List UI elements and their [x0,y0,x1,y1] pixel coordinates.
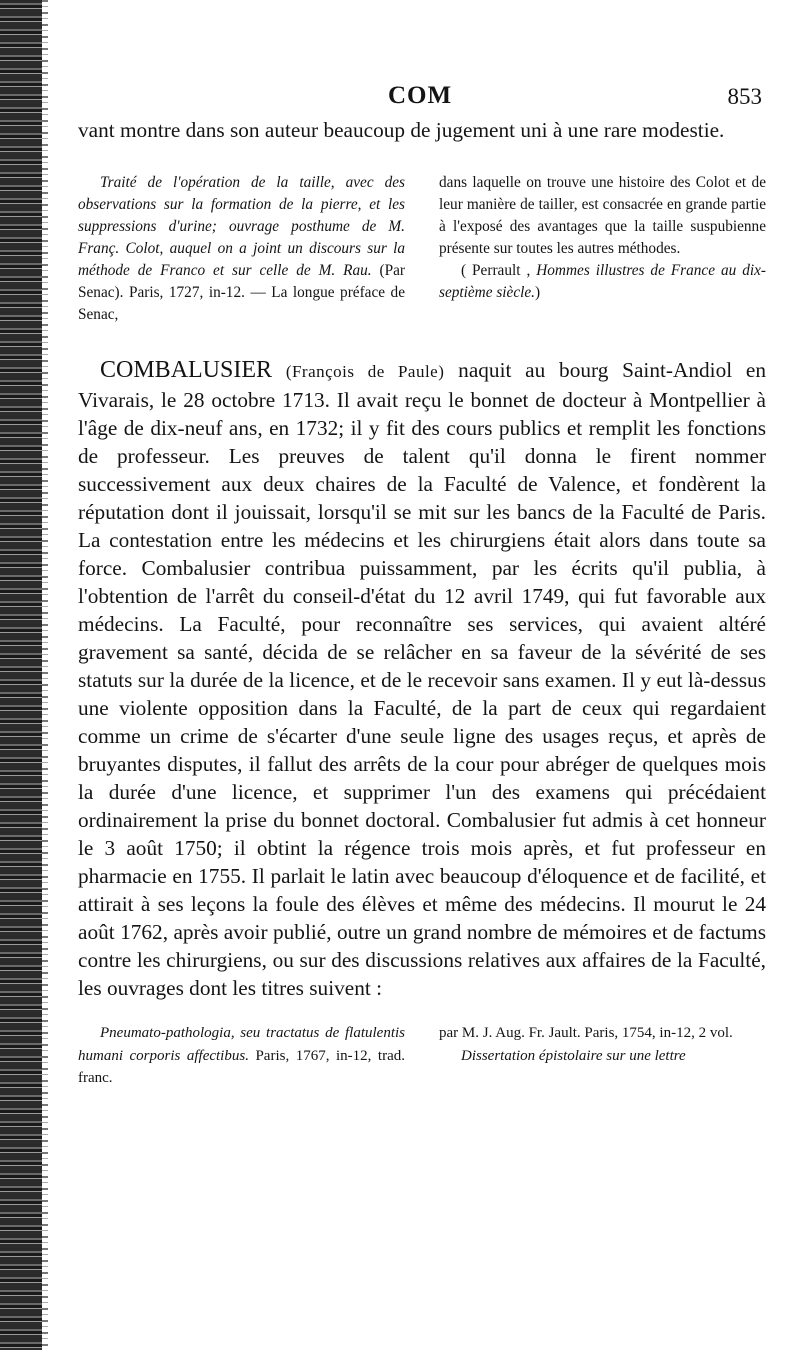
entry-given-names: (François de Paule) [285,362,445,381]
work-title: Traité de l'opération de la taille, avec des observations sur la formation de la pierre, et les suppressions d'urine; ouvrage posthume de M. Franç. Colot, auquel on a joint un discours sur la méthode de Franco et sur celle de M. Rau. [78,174,405,279]
running-header [78,80,766,114]
entry-body: naquit au bourg Saint-Andiol en Vivarais, le 28 octobre 1713. Il avait reçu le bonnet de docteur à Montpellier à l'âge de dix-neuf ans, en 1732; il y fit des cours publics et remplit les fonctions de professeur. Les preuves de talent qu'il donna le firent nommer successivement aux deux chaires de la Faculté de Valence, et fondèrent la réputation dont il jouissait, lorsqu'il se mit sur les bancs de la Faculté de Paris. La contestation entre les médecins et les chirurgiens était alors dans toute sa force. Combalusier contribua puissamment, par les écrits qu'il publia, à l'obtention de l'arrêt du conseil-d'état du 12 avril 1749, qui fut favorable aux médecins. La Faculté, pour reconnaître ses services, qui avaient altéré gravement sa santé, décida de se relâcher en sa faveur de la sévérité de ses statuts sur la durée de la licence, et de le recevoir sans examen. Il y eut là-dessus une violente opposition dans la Faculté, de la part de ceux qui regardaient comme un crime de s'écarter d'une seule ligne des usages reçus, et après de bruyantes disputes, il fallut des arrêts de la cour pour abréger de quelques mois la durée d'une licence, et supprimer l'un des examens qui précédaient ordinairement la prise du bonnet doctoral. Combalusier fut admis à cet honneur le 3 août 1750; il obtint la régence trois mois après, et fut professeur en pharmacie en 1755. Il parlait le latin avec beaucoup d'éloquence et de facilité, et attirait à ses leçons la foule des élèves et même des médecins. Il mourut le 24 août 1762, après avoir publié, outre un grand nombre de mémoires et de factums contre les chirurgiens, ou sur des discussions relatives aux affaires de la Faculté, les ouvrages dont les titres suivent : [78,358,767,1000]
page-number: 853 [727,84,762,109]
reference-close: ) [535,284,541,301]
bibliography-top [78,172,766,326]
preface-note: dans laquelle on trouve une histoire des Colot et de leur manière de tailler, est consacrée en grande partie à l'exposé des avantages que la taille suspubienne présente sur toutes les autres méthodes. [439,174,766,257]
work-title: Dissertation épistolaire sur une lettre [461,1047,686,1064]
bibliography-right-column [439,172,766,326]
source-reference [439,260,766,304]
reference-title: Hommes illustres de France au dix-septième siècle. [439,262,766,301]
continued-paragraph: vant montre dans son auteur beaucoup de jugement uni à une rare modestie. [78,118,725,142]
work-title: Pneumato-pathologia, seu tractatus de flatulentis humani corporis affectibus. [78,1025,405,1064]
entry-headword: COMBALUSIER [100,357,273,383]
bibliography-left-column [78,172,405,326]
reference-author: ( Perrault , [461,262,531,279]
bibliography-bottom [78,1022,766,1090]
book-page [78,80,766,1090]
work-imprint: (Par Senac). Paris, 1727, in-12. — La longue préface de Senac, [78,262,405,323]
bibliography-right-column [439,1022,766,1090]
work-imprint: par M. J. Aug. Fr. Jault. Paris, 1754, in-12, 2 vol. [439,1025,733,1041]
bibliography-left-column [78,1022,405,1090]
running-title: COM [388,82,453,109]
work-imprint: Paris, 1767, in-12, trad. franc. [78,1047,405,1086]
biography-article [78,356,766,1002]
book-binding-edge [0,0,42,1350]
